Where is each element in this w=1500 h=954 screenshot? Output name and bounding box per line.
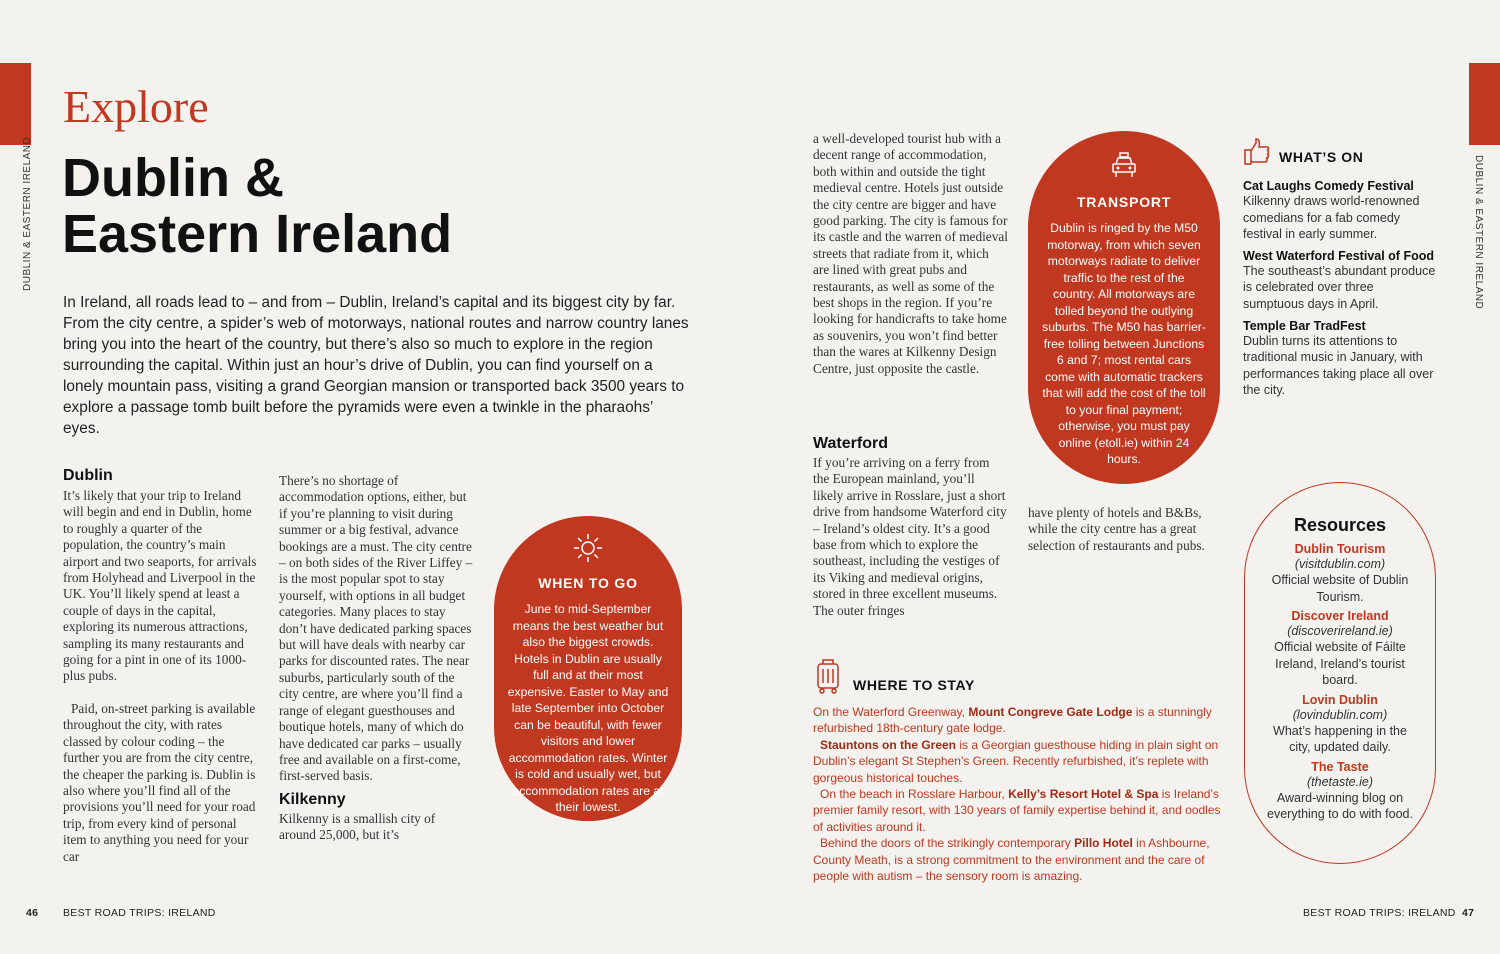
resource-url: (visitdublin.com) [1294, 557, 1386, 571]
event-name: West Waterford Festival of Food [1243, 248, 1434, 263]
dublin-section [63, 467, 258, 865]
resource-description: Award-winning blog on everything to do with food. [1267, 790, 1413, 821]
resource-name: Discover Ireland [1291, 609, 1389, 623]
resources-heading: Resources [1293, 515, 1387, 535]
waterford-paragraph-1: If you’re arriving on a ferry from the European mainland, you’ll likely arrive in Rosslare, just a short drive from handsome Waterford city – Ireland’s oldest city. It’s a good base from which to explore the southeast, including the vestiges of its Viking and medieval origins, stored in three excellent museums. The outer fringes [813, 455, 1007, 618]
resource-url: (discoverireland.ie) [1287, 624, 1393, 638]
transport-heading: TRANSPORT [1076, 194, 1172, 210]
when-to-go-heading: WHEN TO GO [538, 575, 638, 591]
stay-name: Mount Congreve Gate Lodge [968, 705, 1133, 719]
stay-entry: On the Waterford Greenway, Mount Congreve Gate Lodge is a stunningly refurbished 18th-century gate lodge. [813, 705, 1212, 736]
event-description: Dublin turns its attentions to traditional music in January, with performances taking place all over the city. [1243, 333, 1434, 398]
dublin-column-2 [279, 473, 474, 844]
where-to-stay-heading: WHERE TO STAY [853, 677, 975, 693]
thumbs-up-icon [1243, 137, 1271, 167]
stay-name: Pillo Hotel [1074, 836, 1133, 851]
resource-url: (lovindublin.com) [1292, 707, 1388, 722]
resource-url: (thetaste.ie) [1306, 774, 1373, 789]
event-name: Temple Bar TradFest [1243, 318, 1366, 333]
transport-text: Dublin is ringed by the M50 motorway, from which seven motorways radiate to deliver traffic to the rest of the country. All motorways are tolled beyond the outlying suburbs. The M50 has barrier-free tolling between Junctions 6 and 7; most rental cars come with automatic trackers that will add the cost of the toll to your final payment; otherwise, you must pay online (etoll.ie) within 24 hours. [1042, 221, 1206, 466]
right-edge-tab [1469, 63, 1500, 145]
left-footer-title: BEST ROAD TRIPS: IRELAND [63, 907, 216, 919]
dublin-paragraph-2: Paid, on-street parking is available throughout the city, with rates classed by colour coding – the further you are from the city centre, the cheaper the parking is. Dublin is also where you’ll find all of the provisions you’ll need for your road trip, from every kind of personal item to anything you need for your car [63, 700, 256, 864]
resource-description: Official website of Fáilte Ireland, Ireland’s tourist board. [1274, 640, 1406, 687]
right-side-label: DUBLIN & EASTERN IRELAND [1473, 155, 1484, 310]
transport-box [1028, 131, 1220, 484]
resource-description: Official website of Dublin Tourism. [1271, 573, 1409, 604]
whats-on-section [1243, 137, 1438, 405]
resource-description: What’s happening in the city, updated daily. [1273, 723, 1407, 754]
explore-heading: Explore [63, 81, 209, 132]
dublin-heading: Dublin [63, 467, 113, 484]
stay-entry: Behind the doors of the strikingly contemporary Pillo Hotel in Ashbourne, County Meath, is a strong commitment to the environment and the care of people with autism – the sensory room is amazing. [813, 836, 1210, 884]
dublin-paragraph-3: There’s no shortage of accommodation options, either, but if you’re planning to visit during summer or a big festival, advance bookings are a must. The city centre – on both sides of the River Liffey – is the most popular spot to stay yourself, with options in all budget categories. Many places to stay don’t have dedicated parking spaces but will have deals with nearby car parks for discounted rates. The near suburbs, particularly south of the city centre, are where you’ll find a range of elegant guesthouses and boutique hotels, many of which do have dedicated car parks – usually free and available on a first-come, first-served basis. [279, 473, 473, 784]
title-line-1: Dublin & [62, 148, 284, 208]
page-title [62, 150, 452, 262]
event-name: Cat Laughs Comedy Festival [1243, 179, 1414, 193]
left-side-label: DUBLIN & EASTERN IRELAND [22, 136, 33, 291]
stay-entry: Stauntons on the Green is a Georgian guesthouse hiding in plain sight on Dublin’s elegant St Stephen’s Green. Recently refurbished, it’s replete with gorgeous historical touches. [813, 737, 1219, 785]
waterford-heading: Waterford [813, 435, 888, 452]
event-description: The southeast’s abundant produce is celebrated over three sumptuous days in April. [1243, 263, 1436, 311]
title-line-2: Eastern Ireland [62, 204, 453, 264]
resource-name: Dublin Tourism [1294, 542, 1386, 556]
resource-name: Lovin Dublin [1302, 692, 1378, 707]
where-to-stay-list [813, 704, 1221, 884]
resource-name: The Taste [1311, 759, 1369, 774]
waterford-paragraph-2: have plenty of hotels and B&Bs, while the city centre has a great selection of restaurants and pubs. [1028, 505, 1205, 553]
right-page-number: 47 [1462, 907, 1475, 919]
when-to-go-box [494, 516, 682, 821]
when-to-go-text: June to mid-September means the best weather but also the biggest crowds. Hotels in Dublin are usually full and at their most expensive. Easter to May and late September into October can be beautiful, with fewer visitors and lower accommodation rates. Winter is cold and usually wet, but accommodation rates are at their lowest. [507, 602, 669, 814]
left-page-number: 46 [26, 907, 39, 919]
stay-entry: On the beach in Rosslare Harbour, Kelly’s Resort Hotel & Spa is Ireland’s premier family resort, with 130 years of family expertise behind it, and oodles of activities around it. [813, 787, 1221, 834]
resources-box [1244, 482, 1436, 864]
kilkenny-heading: Kilkenny [279, 790, 346, 808]
waterford-section [813, 435, 1008, 619]
stay-name: Stauntons on the Green [820, 737, 957, 752]
stay-name: Kelly’s Resort Hotel & Spa [1008, 787, 1159, 802]
where-to-stay-section [813, 658, 1221, 884]
intro-paragraph: In Ireland, all roads lead to – and from – Dublin, Ireland’s capital and its biggest city by far. From the city centre, a spider’s web of motorways, national routes and narrow country lanes bring you into the heart of the country, but there’s also so much to explore in the region surrounding the capital. Within just an hour’s drive of Dublin, you can find yourself on a lonely mountain pass, visiting a grand Georgian mansion or transported back 3500 years to explore a passage tomb built before the pyramids were even a twinkle in the pharaohs’ eyes. [63, 294, 689, 437]
whats-on-list [1243, 179, 1438, 399]
luggage-icon [813, 658, 843, 694]
dublin-paragraph-1: It’s likely that your trip to Ireland will begin and end in Dublin, home to roughly a quarter of the population, the country’s main airport and two seaports, for arrivals from Holyhead and Liverpool in the UK. You’ll likely spend at least a couple of days in the capital, exploring its numerous attractions, sampling its many restaurants and going for a pint in one of its 1000-plus pubs. [63, 488, 257, 684]
event-description: Kilkenny draws world-renowned comedians for a fab comedy festival in early summer. [1243, 194, 1420, 242]
kilkenny-paragraph: Kilkenny is a smallish city of around 25,000, but it’s [279, 810, 436, 843]
left-edge-tab [0, 63, 31, 145]
kilkenny-continued: a well-developed tourist hub with a decent range of accommodation, both within and outside the tight medieval centre. Hotels just outside the city centre are bigger and have good parking. The city is famous for its castle and the warren of medieval streets that radiate from it, which are lined with great pubs and restaurants, as well as some of the best shops in the region. If you’re looking for handicrafts to take home as souvenirs, you won’t find better than the wares at Kilkenny Design Centre, just opposite the castle. [813, 131, 1008, 376]
right-footer-title: BEST ROAD TRIPS: IRELAND [1303, 907, 1456, 919]
sun-icon [572, 532, 604, 564]
car-icon [1109, 151, 1139, 181]
whats-on-heading: WHAT’S ON [1279, 149, 1364, 165]
